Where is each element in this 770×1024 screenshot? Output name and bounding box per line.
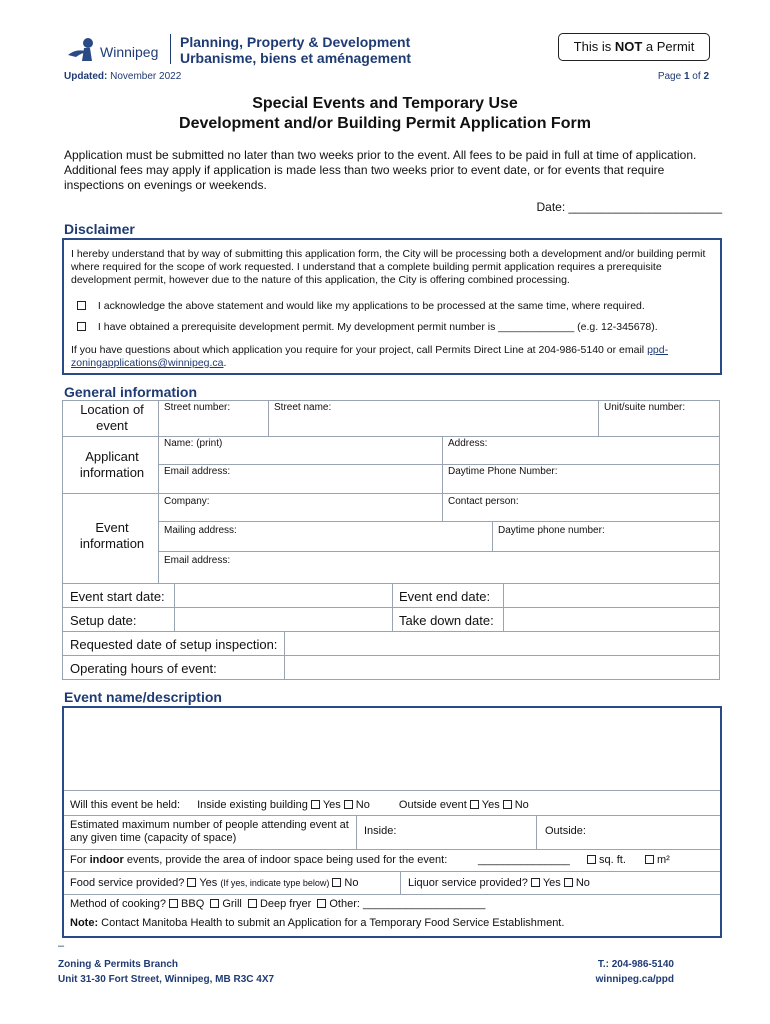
deep-fryer-checkbox[interactable] (248, 899, 257, 908)
inside-yes-label: Yes (322, 799, 341, 811)
event-phone-field[interactable]: Daytime phone number: (498, 525, 605, 536)
sqft-checkbox[interactable] (587, 855, 596, 864)
inside-yes-checkbox[interactable] (311, 800, 320, 809)
held-row (70, 799, 529, 811)
row-line (64, 849, 720, 850)
indoor-area-input[interactable]: _______________ (478, 854, 570, 866)
indoor-prefix: For (70, 854, 90, 866)
liquor-question: Liquor service provided? (408, 877, 528, 889)
setup-date-input[interactable] (175, 608, 390, 631)
street-divider2 (598, 400, 599, 436)
capacity-outside-field[interactable]: Outside: (545, 825, 586, 837)
questions-text (71, 344, 715, 370)
notice-prefix: This is (573, 39, 615, 54)
food-no-checkbox[interactable] (332, 878, 341, 887)
liquor-yes-label: Yes (542, 877, 561, 889)
email-suffix: . (223, 357, 227, 369)
deep-fryer-label: Deep fryer (259, 898, 312, 910)
row-line (158, 551, 720, 552)
company-divider (442, 493, 443, 521)
dept-name-fr: Urbanisme, biens et aménagement (180, 50, 412, 66)
held-question: Will this event be held: (70, 799, 181, 811)
disclaimer-box (62, 238, 722, 375)
note-label: Note: (70, 917, 99, 929)
applicant-email-field[interactable]: Email address: (164, 466, 231, 477)
takedown-date-input[interactable] (504, 608, 719, 631)
outside-no-label: No (514, 799, 529, 811)
intro-text: Application must be submitted no later than two weeks prior to the event. All fees to be paid in full at time of application. Additional fees may apply if application is made less than two weeks prior to event date, or for events that require inspections on evenings or weekends. (64, 148, 697, 192)
ack-label: I acknowledge the above statement and would like my applications to be processed at the same time, where required. (97, 300, 645, 312)
date-field[interactable]: Date: _______________________ (536, 200, 722, 214)
setup-inspection-label: Requested date of setup inspection: (70, 637, 278, 652)
name-field[interactable]: Name: (print) (164, 438, 223, 449)
updated-label: Updated: (64, 71, 108, 82)
street-name-field[interactable]: Street name: (274, 402, 332, 413)
row-line (64, 871, 720, 872)
not-a-permit-box (558, 33, 710, 61)
updated-value: November 2022 (110, 71, 182, 82)
other-checkbox[interactable] (317, 899, 326, 908)
start-date-label: Event start date: (70, 589, 165, 604)
disclaimer-title: Disclaimer (64, 221, 135, 237)
logo-divider (170, 34, 171, 64)
row-line (62, 493, 720, 494)
row-line (64, 894, 720, 895)
updated-date (64, 71, 181, 82)
street-divider1 (268, 400, 269, 436)
indoor-suffix: events, provide the area of indoor space being used for the event: (123, 854, 448, 866)
inside-no-label: No (355, 799, 370, 811)
ack-checkbox[interactable] (77, 301, 86, 310)
liquor-no-label: No (575, 877, 590, 889)
city-name: Winnipeg (100, 44, 159, 60)
food-service-row (70, 877, 358, 889)
takedown-date-label: Take down date: (399, 613, 494, 628)
capacity-divider1 (356, 815, 357, 849)
inside-no-checkbox[interactable] (344, 800, 353, 809)
footer-address: Unit 31-30 Fort Street, Winnipeg, MB R3C 4X7 (58, 974, 275, 985)
manitoba-health-note (70, 917, 564, 929)
footer-dash: – (58, 940, 65, 952)
end-date-label: Event end date: (399, 589, 491, 604)
page-of: of (689, 71, 704, 82)
desc-divider (64, 790, 720, 791)
indoor-bold: indoor (89, 854, 124, 866)
row-line (158, 464, 720, 465)
sqft-label: sq. ft. (599, 854, 626, 866)
event-info-label: Event information (79, 520, 145, 551)
capacity-question: Estimated maximum number of people attending event at any given time (capacity of space) (70, 819, 349, 844)
unit-select (584, 854, 670, 866)
event-email-field[interactable]: Email address: (164, 555, 231, 566)
location-label: Location of event (80, 402, 144, 433)
end-date-input[interactable] (504, 584, 719, 607)
ack-row (74, 300, 645, 312)
grill-checkbox[interactable] (210, 899, 219, 908)
inside-building-label: Inside existing building (197, 799, 308, 811)
applicant-label: Applicant information (79, 449, 145, 480)
capacity-inside-field[interactable]: Inside: (364, 825, 397, 837)
liquor-no-checkbox[interactable] (564, 878, 573, 887)
contact-person-field[interactable]: Contact person: (448, 496, 519, 507)
page-title-line2: Development and/or Building Permit Application Form (179, 115, 591, 132)
page-indicator (658, 71, 709, 82)
grill-label: Grill (222, 898, 242, 910)
indoor-area-question (70, 854, 447, 866)
devpermit-label: I have obtained a prerequisite development permit. My development permit number is _____________ (e.g. 12-345678). (97, 321, 658, 333)
disclaimer-text: I hereby understand that by way of submitting this application form, the City will be processing both a development and/or building permit where required for the scope of work requested. I understand that a complete building permit application requires a prerequisite development permit, however due to the nature of this application, the City is offering combined processing. (71, 248, 706, 286)
mailing-address-field[interactable]: Mailing address: (164, 525, 237, 536)
setup-date-label: Setup date: (70, 613, 137, 628)
cooking-question: Method of cooking? (70, 898, 167, 910)
food-divider (400, 871, 401, 894)
row-line (158, 521, 720, 522)
footer-branch: Zoning & Permits Branch (58, 959, 179, 970)
setup-inspection-input[interactable] (285, 632, 719, 655)
devpermit-row (74, 321, 658, 333)
company-field[interactable]: Company: (164, 496, 210, 507)
questions-label: If you have questions about which application you require for your project, call Permits Direct Line at 204-986-5140 or email (71, 344, 645, 356)
bbq-label: BBQ (181, 898, 205, 910)
notice-bold: NOT (614, 39, 643, 54)
devpermit-checkbox[interactable] (77, 322, 86, 331)
m2-label: m² (656, 854, 670, 866)
applicant-phone-field[interactable]: Daytime Phone Number: (448, 466, 558, 477)
page-num: 1 (683, 71, 690, 82)
page-title-line1: Special Events and Temporary Use (252, 95, 518, 112)
m2-checkbox[interactable] (645, 855, 654, 864)
food-yes-note: (If yes, indicate type below) (220, 878, 330, 888)
notice-suffix: a Permit (642, 39, 695, 54)
outside-yes-checkbox[interactable] (470, 800, 479, 809)
event-description-input[interactable] (66, 710, 722, 794)
page-prefix: Page (657, 71, 684, 82)
unit-field[interactable]: Unit/suite number: (604, 402, 686, 413)
row-line (64, 815, 720, 816)
operating-hours-input[interactable] (285, 656, 719, 679)
mailing-divider (492, 521, 493, 551)
liquor-yes-checkbox[interactable] (531, 878, 540, 887)
page-total: 2 (703, 71, 709, 82)
capacity-divider2 (536, 815, 537, 849)
start-date-input[interactable] (175, 584, 390, 607)
event-desc-title: Event name/description (64, 689, 222, 705)
liquor-service-row (408, 877, 590, 889)
outside-event-label: Outside event (398, 799, 467, 811)
dept-name-en: Planning, Property & Development (180, 34, 411, 50)
label-column-divider (158, 400, 159, 583)
row-line (62, 436, 720, 437)
note-text: Contact Manitoba Health to submit an Application for a Temporary Food Service Establishment. (98, 917, 565, 929)
outside-no-checkbox[interactable] (503, 800, 512, 809)
cooking-row (70, 898, 485, 910)
address-field[interactable]: Address: (448, 438, 488, 449)
food-question: Food service provided? (70, 877, 185, 889)
food-yes-label: Yes (199, 877, 218, 889)
other-label[interactable]: Other: ____________________ (329, 898, 486, 910)
food-no-label: No (344, 877, 359, 889)
footer-phone: T.: 204-986-5140 (597, 959, 674, 970)
zoning-email-link[interactable]: ppd-zoningapplications@winnipeg.ca (71, 344, 669, 369)
footer-website[interactable]: winnipeg.ca/ppd (595, 974, 674, 985)
bbq-checkbox[interactable] (169, 899, 178, 908)
street-number-field[interactable]: Street number: (164, 402, 231, 413)
outside-yes-label: Yes (481, 799, 500, 811)
food-yes-checkbox[interactable] (187, 878, 196, 887)
operating-hours-label: Operating hours of event: (70, 661, 217, 676)
general-info-title: General information (64, 384, 198, 400)
